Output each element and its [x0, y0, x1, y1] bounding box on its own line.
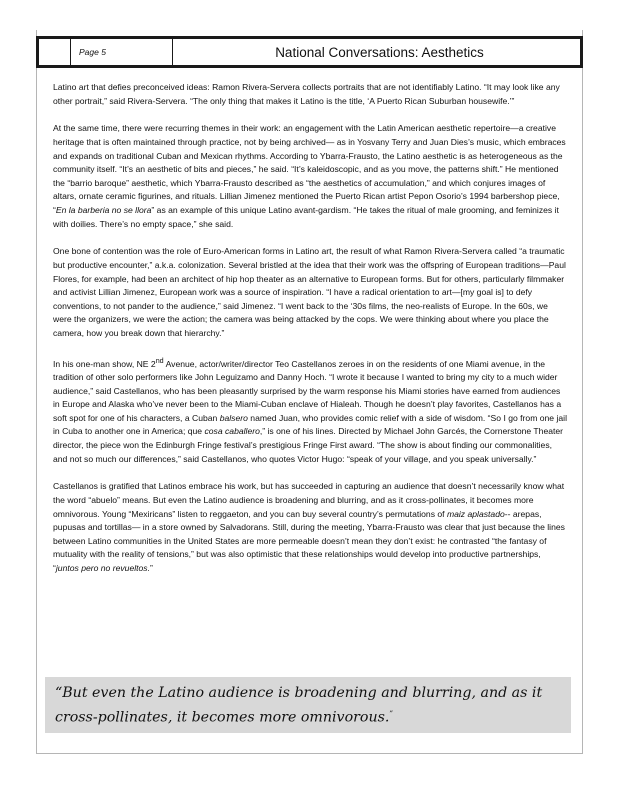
page-header — [36, 36, 583, 68]
paragraph — [53, 480, 568, 575]
text-run: Castellanos is gratified that Latinos embrace his work, but has succeeded in capturing an audience that doesn’t necessarily know what the word “abuelo” means. But even the Latino audience is broadening and blurring, and as it cross-pollinates, it becomes more omnivorous. Young “Mexiricans” listen to reggaeton, and you can buy several country’s permutations of — [53, 481, 565, 519]
italic-run: juntos pero no revueltos. — [55, 563, 150, 574]
pull-quote-closing-mark: ” — [389, 710, 393, 718]
italic-run: maiz aplastado — [446, 508, 505, 519]
paragraph — [53, 245, 568, 340]
paragraph — [53, 81, 568, 108]
text-run: ” as an example of this unique Latino avant-gardism. “He takes the ritual of male grooming, and feminizes it with doilies. There’s no empty space,” she said. — [53, 204, 559, 229]
header-blank-cell — [39, 39, 71, 65]
pull-quote-text: “But even the Latino audience is broadening and blurring, and as it cross-pollinates, it becomes more omnivorous. — [55, 685, 543, 726]
pull-quote-box — [45, 677, 571, 733]
text-run: ,” is one of his lines. Directed by Michael John Garcés, the Cornerstone Theater director, the piece won the Edinburgh Fringe festival’s prestigious Fringe First award. “The show is about finding our commonalities, and not so much our differences,” said Castellanos, who quotes Victor Hugo: “speak of your village, and you speak universally.” — [53, 426, 564, 464]
superscript-run: nd — [155, 356, 164, 365]
text-run: named Juan, who provides comic relief with a side of wisdom. “So I go from one jail in Cuba to another one in America; que — [53, 412, 567, 437]
italic-run: cosa caballero — [204, 426, 260, 437]
text-run: -- arepas, pupusas and tortillas— in a store owned by Salvadorans. Still, during the meeting, Ybarra-Frausto was clear that just because the lines between Latino communities in the United States are more permeable doesn’t mean they don’t exist: he contrasted “the fantasy of mutuality with the reality of tensions,” but was also optimistic that these relationships would develop into productive partnerships, “ — [53, 508, 565, 574]
text-run: At the same time, there were recurring themes in their work: an engagement with the Latin American aesthetic repertoire—a creative heritage that is often maintained through practice, not by being archived— as in Yosvany Terry and Juan Dies’s music, which embraces and expands on traditional Cuban and Mexican rhythms. According to Ybarra-Frausto, the Latino aesthetic is as heterogeneous as the community itself. “It’s an aesthetic of bits and pieces,” he said. “It’s kaleidoscopic, and as you move, the patterns shift.” He mentioned the “barrio baroque” aesthetic, which Ybarra-Frausto described as “the aesthetics of accumulation,” and which conjures images of altars, ornate ceramic figurines, and rituals. Lillian Jimenez mentioned the Puerto Rican artist Pepon Osorio’s 1994 barbershop piece, “ — [53, 123, 566, 215]
page-number: Page 5 — [71, 39, 173, 65]
paragraph — [53, 122, 568, 231]
text-run: Latino art that defies preconceived ideas: Ramon Rivera-Servera collects portraits that are not identifiably Latino. “It may look like any other portrait,” said Rivera-Servera. “The only thing that makes it Latino is the title, ‘A Puerto Rican Suburban housewife.’” — [53, 82, 560, 106]
pull-quote — [55, 683, 565, 729]
text-run: One bone of contention was the role of Euro-American forms in Latino art, the result of what Ramon Rivera-Servera called “a traumatic but productive encounter,” a.k.a. colonization. Several bristled at the idea that their work was the offspring of European traditions—Paul Flores, for example, had been an architect of hip hop theater as an alternative to European forms. But for others, particularly filmmaker and activist Lillian Jimenez, European work was a source of inspiration. “I have a radical orientation to art—[my goal is] to defy conventions, to not pander to the audience,” said Jimenez. “I went back to the ‘30s films, the neo-realists of Europe. In the 60s, we were the organizers, we were the action; the camera was being attacked by the cops. We were thinking about where you place the camera, how you break down that hierarchy.” — [53, 246, 566, 338]
text-run: ” — [150, 563, 153, 574]
article-body — [53, 81, 568, 590]
text-run: Avenue, actor/writer/director Teo Castellanos zeroes in on the residents of one Miami avenue, in the tradition of other solo performers like John Leguizamo and Danny Hoch. “I wrote it because I wanted to bring my city to a much wider audience,” said Castellanos, who has been pleasantly surprised by the warm response his Miami stories have earned from audiences in Europe and Alaska who’ve never been to the Miami-Cuban enclave of Hialeah. Though he doesn’t play favorites, Castellanos has a soft spot for one of his characters, a Cuban — [53, 358, 562, 423]
newsletter-section-title: National Conversations: Aesthetics — [275, 44, 484, 60]
italic-run: balsero — [219, 412, 248, 423]
paragraph — [53, 355, 568, 467]
text-run: In his one-man show, NE 2 — [53, 358, 156, 369]
italic-run: En la barberia no se llora — [55, 204, 152, 215]
